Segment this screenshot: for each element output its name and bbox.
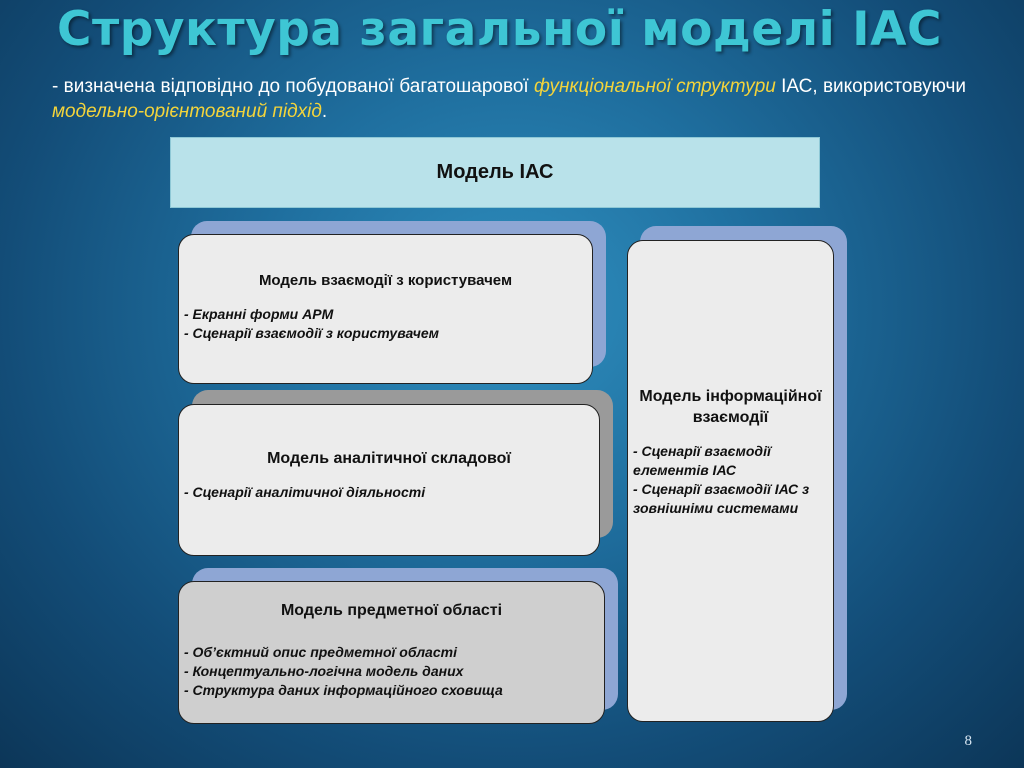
- list-item: - Сценарії взаємодії з користувачем: [184, 325, 440, 341]
- list-item: - Сценарії взаємодії ІАС з зовнішніми системами: [633, 481, 810, 516]
- list-item: - Сценарії взаємодії елементів ІАС: [633, 443, 771, 478]
- box-analytic-title: Модель аналітичної складової: [267, 450, 511, 467]
- box-info-title: Модель інформаційної взаємодії: [639, 388, 822, 426]
- box-analytic-items: [184, 483, 599, 502]
- box-user-title: Модель взаємодії з користувачем: [258, 272, 513, 289]
- list-item: - Об’єктний опис предметної області: [184, 644, 457, 660]
- subtitle-text-1: - визначена відповідно до побудованої багатошарової: [52, 76, 534, 97]
- list-item: - Структура даних інформаційного сховища: [184, 682, 503, 698]
- list-item: - Сценарії аналітичної діяльності: [184, 484, 426, 500]
- box-domain-title: Модель предметної області: [280, 602, 503, 619]
- box-analytic: [178, 404, 600, 556]
- box-domain-items: [184, 643, 604, 700]
- page-number: 8: [964, 733, 972, 749]
- subtitle-highlight-1: функціональної структури: [534, 76, 776, 97]
- box-info-items: [633, 442, 825, 518]
- list-item: - Екранні форми АРМ: [184, 306, 334, 322]
- subtitle-text-2: ІАС, використовуючи: [775, 76, 967, 97]
- subtitle-text-3: .: [321, 101, 328, 122]
- slide-title: Структура загальної моделі ІАС: [57, 2, 942, 57]
- model-header: Модель ІАС: [170, 137, 820, 208]
- box-user-items: [184, 305, 592, 343]
- list-item: - Концептуально-логічна модель даних: [184, 663, 464, 679]
- box-user-interaction: [178, 234, 593, 384]
- subtitle-highlight-2: модельно-орієнтований підхід: [52, 101, 322, 122]
- box-info-interaction: [627, 240, 834, 722]
- slide-subtitle: [52, 74, 982, 124]
- box-domain: [178, 581, 605, 724]
